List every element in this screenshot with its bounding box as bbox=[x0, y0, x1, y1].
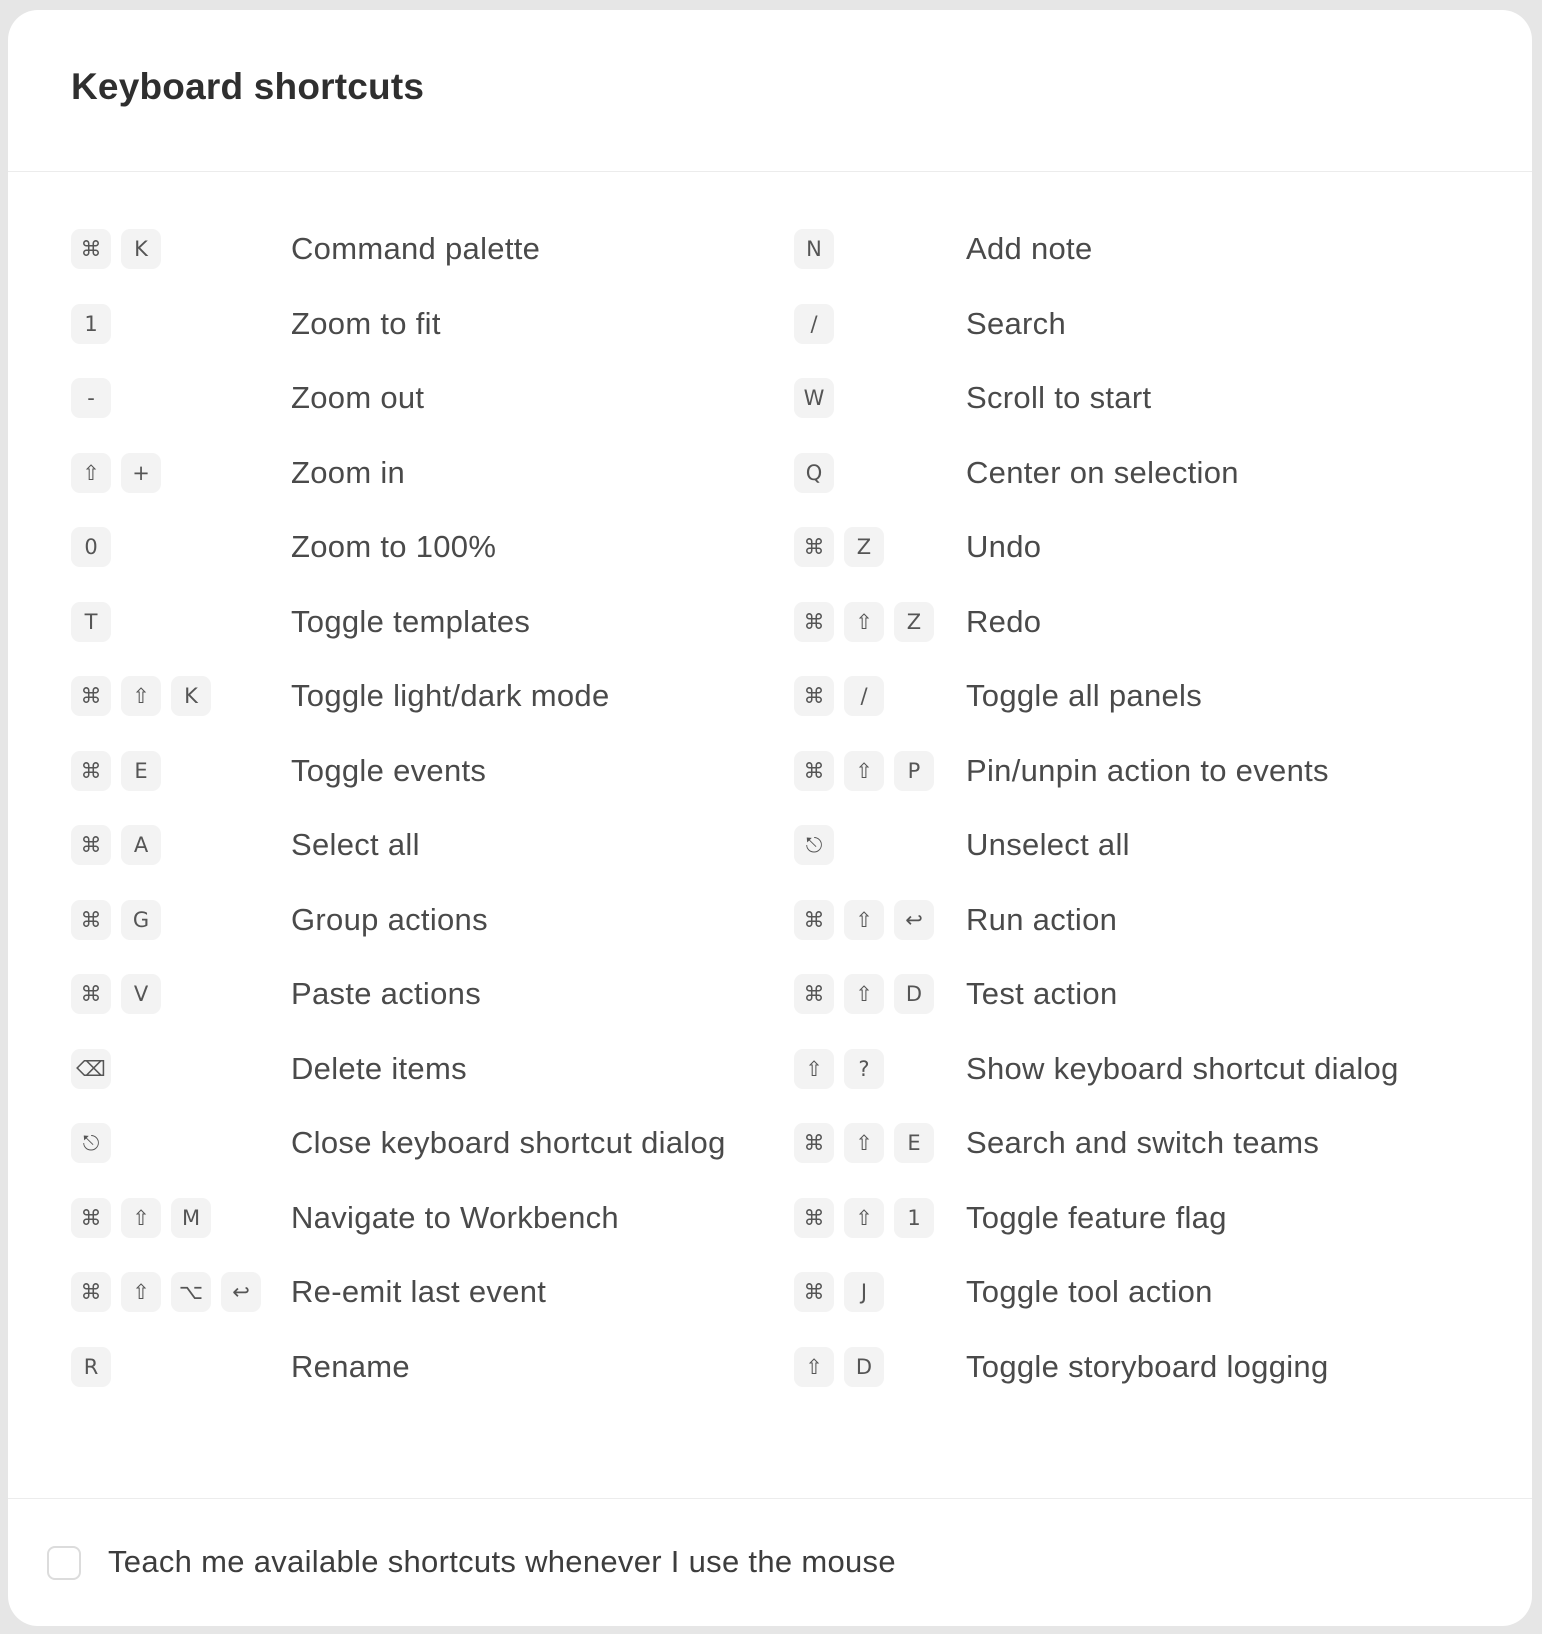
shortcut-row-zoom-to-100 bbox=[71, 525, 771, 569]
shortcut-label: Toggle light/dark mode bbox=[291, 678, 610, 713]
shortcut-row-test-action bbox=[794, 972, 1494, 1016]
shortcut-row-show-keyboard-shortcut-dialog bbox=[794, 1047, 1494, 1091]
shortcut-label: Group actions bbox=[291, 901, 488, 937]
shift-icon: ⇧ bbox=[844, 751, 884, 791]
key-cap: M bbox=[171, 1198, 211, 1238]
command-icon: ⌘ bbox=[71, 974, 111, 1014]
dialog-header bbox=[8, 10, 1532, 172]
shortcut-label: Zoom to 100% bbox=[291, 529, 497, 564]
key-cap: ? bbox=[844, 1049, 884, 1089]
key-cap: K bbox=[171, 676, 211, 716]
shortcut-label: Re-emit last event bbox=[291, 1274, 547, 1309]
return-icon: ↩ bbox=[894, 900, 934, 940]
command-icon: ⌘ bbox=[71, 900, 111, 940]
shortcut-keys bbox=[794, 229, 966, 269]
shortcut-label: Navigate to Workbench bbox=[291, 1199, 619, 1235]
shortcut-row-toggle-feature-flag bbox=[794, 1196, 1494, 1240]
shortcut-row-toggle-storyboard-logging bbox=[794, 1345, 1494, 1389]
shortcut-keys bbox=[71, 1347, 291, 1387]
option-icon: ⌥ bbox=[171, 1272, 211, 1312]
shortcut-row-toggle-light-dark-mode bbox=[71, 674, 771, 718]
shortcut-row-toggle-events bbox=[71, 749, 771, 793]
shortcut-row-rename bbox=[71, 1345, 771, 1389]
shift-icon: ⇧ bbox=[844, 1198, 884, 1238]
shift-icon: ⇧ bbox=[844, 900, 884, 940]
shortcut-row-zoom-out bbox=[71, 376, 771, 420]
shortcut-keys bbox=[71, 974, 291, 1014]
key-cap: - bbox=[71, 378, 111, 418]
command-icon: ⌘ bbox=[794, 974, 834, 1014]
teach-shortcuts-label[interactable]: Teach me available shortcuts whenever I use the mouse bbox=[108, 1544, 896, 1579]
shortcut-keys bbox=[794, 304, 966, 344]
shortcut-label: Toggle feature flag bbox=[966, 1199, 1227, 1235]
shortcut-label: Undo bbox=[966, 529, 1042, 564]
shortcut-keys bbox=[71, 453, 291, 493]
key-cap: G bbox=[121, 900, 161, 940]
shortcut-label: Unselect all bbox=[966, 827, 1130, 862]
shortcut-keys bbox=[71, 304, 291, 344]
key-cap: D bbox=[894, 974, 934, 1014]
shortcut-row-redo bbox=[794, 600, 1494, 644]
key-cap: Z bbox=[844, 527, 884, 567]
key-cap: + bbox=[121, 453, 161, 493]
key-cap: W bbox=[794, 378, 834, 418]
shortcut-keys bbox=[794, 900, 966, 940]
shortcut-keys bbox=[794, 974, 966, 1014]
command-icon: ⌘ bbox=[71, 751, 111, 791]
key-cap: T bbox=[71, 602, 111, 642]
shortcut-keys bbox=[71, 378, 291, 418]
shortcut-label: Search and switch teams bbox=[966, 1125, 1320, 1160]
shortcut-keys bbox=[71, 602, 291, 642]
shortcut-keys bbox=[71, 1123, 291, 1163]
shortcut-keys bbox=[794, 378, 966, 418]
shortcut-keys bbox=[794, 453, 966, 493]
shortcut-label: Test action bbox=[966, 976, 1118, 1011]
command-icon: ⌘ bbox=[794, 751, 834, 791]
shortcut-label: Close keyboard shortcut dialog bbox=[291, 1125, 726, 1160]
shortcut-label: Zoom to fit bbox=[291, 305, 441, 341]
keyboard-shortcuts-dialog bbox=[8, 10, 1532, 1626]
command-icon: ⌘ bbox=[71, 229, 111, 269]
shortcut-row-search bbox=[794, 302, 1494, 346]
shortcut-row-delete-items bbox=[71, 1047, 771, 1091]
shortcut-keys bbox=[71, 1049, 291, 1089]
key-cap: P bbox=[894, 751, 934, 791]
shortcut-keys bbox=[794, 1272, 966, 1312]
backspace-icon: ⌫ bbox=[71, 1049, 111, 1089]
shift-icon: ⇧ bbox=[71, 453, 111, 493]
shortcut-row-re-emit-last-event bbox=[71, 1270, 771, 1314]
command-icon: ⌘ bbox=[71, 1272, 111, 1312]
key-cap: E bbox=[894, 1123, 934, 1163]
key-cap: 0 bbox=[71, 527, 111, 567]
return-icon: ↩ bbox=[221, 1272, 261, 1312]
key-cap: / bbox=[844, 676, 884, 716]
shortcut-row-run-action bbox=[794, 898, 1494, 942]
command-icon: ⌘ bbox=[794, 602, 834, 642]
shortcut-keys bbox=[71, 1272, 291, 1312]
shortcut-label: Toggle events bbox=[291, 752, 487, 788]
shortcut-row-search-and-switch-teams bbox=[794, 1121, 1494, 1165]
shortcut-row-toggle-templates bbox=[71, 600, 771, 644]
key-cap: R bbox=[71, 1347, 111, 1387]
shortcut-label: Zoom in bbox=[291, 454, 406, 490]
key-cap: E bbox=[121, 751, 161, 791]
shortcut-label: Scroll to start bbox=[966, 380, 1152, 415]
shift-icon: ⇧ bbox=[121, 1272, 161, 1312]
shortcut-label: Toggle templates bbox=[291, 603, 531, 639]
shortcut-label: Rename bbox=[291, 1348, 410, 1384]
shortcut-row-command-palette bbox=[71, 227, 771, 271]
shortcut-keys bbox=[794, 1347, 966, 1387]
command-icon: ⌘ bbox=[71, 825, 111, 865]
shift-icon: ⇧ bbox=[121, 1198, 161, 1238]
shortcut-row-unselect-all bbox=[794, 823, 1494, 867]
shortcut-label: Pin/unpin action to events bbox=[966, 752, 1329, 788]
shortcut-keys bbox=[71, 825, 291, 865]
escape-icon: ⎋ bbox=[794, 825, 834, 865]
command-icon: ⌘ bbox=[794, 1123, 834, 1163]
shortcut-label: Command palette bbox=[291, 231, 541, 266]
key-cap: N bbox=[794, 229, 834, 269]
shift-icon: ⇧ bbox=[794, 1049, 834, 1089]
shortcut-keys bbox=[71, 229, 291, 269]
dialog-title: Keyboard shortcuts bbox=[71, 66, 425, 107]
shortcut-row-scroll-to-start bbox=[794, 376, 1494, 420]
shortcut-row-close-keyboard-shortcut-dialog bbox=[71, 1121, 771, 1165]
shortcut-row-zoom-in bbox=[71, 451, 771, 495]
shortcut-row-zoom-to-fit bbox=[71, 302, 771, 346]
key-cap: J bbox=[844, 1272, 884, 1312]
shift-icon: ⇧ bbox=[794, 1347, 834, 1387]
shortcut-label: Toggle all panels bbox=[966, 678, 1203, 713]
key-cap: K bbox=[121, 229, 161, 269]
key-cap: 1 bbox=[894, 1198, 934, 1238]
key-cap: V bbox=[121, 974, 161, 1014]
shortcut-keys bbox=[71, 751, 291, 791]
shortcut-row-toggle-all-panels bbox=[794, 674, 1494, 718]
shortcut-label: Paste actions bbox=[291, 976, 482, 1011]
shortcut-label: Select all bbox=[291, 827, 420, 862]
shortcut-label: Toggle storyboard logging bbox=[966, 1348, 1329, 1384]
shift-icon: ⇧ bbox=[121, 676, 161, 716]
key-cap: A bbox=[121, 825, 161, 865]
shortcut-label: Delete items bbox=[291, 1050, 467, 1086]
shortcut-keys bbox=[71, 900, 291, 940]
command-icon: ⌘ bbox=[794, 900, 834, 940]
shortcut-keys bbox=[794, 676, 966, 716]
shortcut-keys bbox=[794, 1198, 966, 1238]
key-cap: / bbox=[794, 304, 834, 344]
command-icon: ⌘ bbox=[71, 676, 111, 716]
shortcut-row-add-note bbox=[794, 227, 1494, 271]
shortcut-label: Show keyboard shortcut dialog bbox=[966, 1050, 1399, 1086]
command-icon: ⌘ bbox=[794, 1198, 834, 1238]
shortcut-label: Search bbox=[966, 305, 1067, 341]
shortcut-keys bbox=[71, 676, 291, 716]
command-icon: ⌘ bbox=[794, 527, 834, 567]
shortcut-label: Add note bbox=[966, 231, 1093, 266]
shortcut-label: Run action bbox=[966, 901, 1118, 937]
escape-icon: ⎋ bbox=[71, 1123, 111, 1163]
shortcut-keys bbox=[71, 527, 291, 567]
shortcut-label: Center on selection bbox=[966, 454, 1239, 490]
shortcut-row-paste-actions bbox=[71, 972, 771, 1016]
command-icon: ⌘ bbox=[794, 676, 834, 716]
shortcut-keys bbox=[794, 1123, 966, 1163]
shortcut-label: Toggle tool action bbox=[966, 1274, 1213, 1309]
shortcut-keys bbox=[794, 527, 966, 567]
shift-icon: ⇧ bbox=[844, 1123, 884, 1163]
dialog-footer bbox=[8, 1498, 1532, 1626]
shortcut-row-select-all bbox=[71, 823, 771, 867]
shift-icon: ⇧ bbox=[844, 974, 884, 1014]
shortcut-row-undo bbox=[794, 525, 1494, 569]
shortcut-row-toggle-tool-action bbox=[794, 1270, 1494, 1314]
shortcut-keys bbox=[794, 1049, 966, 1089]
shortcut-keys bbox=[71, 1198, 291, 1238]
shortcut-keys bbox=[794, 825, 966, 865]
command-icon: ⌘ bbox=[71, 1198, 111, 1238]
shortcut-label: Redo bbox=[966, 603, 1042, 639]
shift-icon: ⇧ bbox=[844, 602, 884, 642]
command-icon: ⌘ bbox=[794, 1272, 834, 1312]
shortcut-label: Zoom out bbox=[291, 380, 425, 415]
key-cap: 1 bbox=[71, 304, 111, 344]
shortcut-keys bbox=[794, 602, 966, 642]
shortcut-keys bbox=[794, 751, 966, 791]
key-cap: Q bbox=[794, 453, 834, 493]
shortcut-row-group-actions bbox=[71, 898, 771, 942]
teach-shortcuts-checkbox[interactable] bbox=[47, 1546, 81, 1580]
key-cap: D bbox=[844, 1347, 884, 1387]
key-cap: Z bbox=[894, 602, 934, 642]
shortcut-row-pin-unpin-action-to-events bbox=[794, 749, 1494, 793]
shortcut-row-navigate-to-workbench bbox=[71, 1196, 771, 1240]
shortcut-row-center-on-selection bbox=[794, 451, 1494, 495]
